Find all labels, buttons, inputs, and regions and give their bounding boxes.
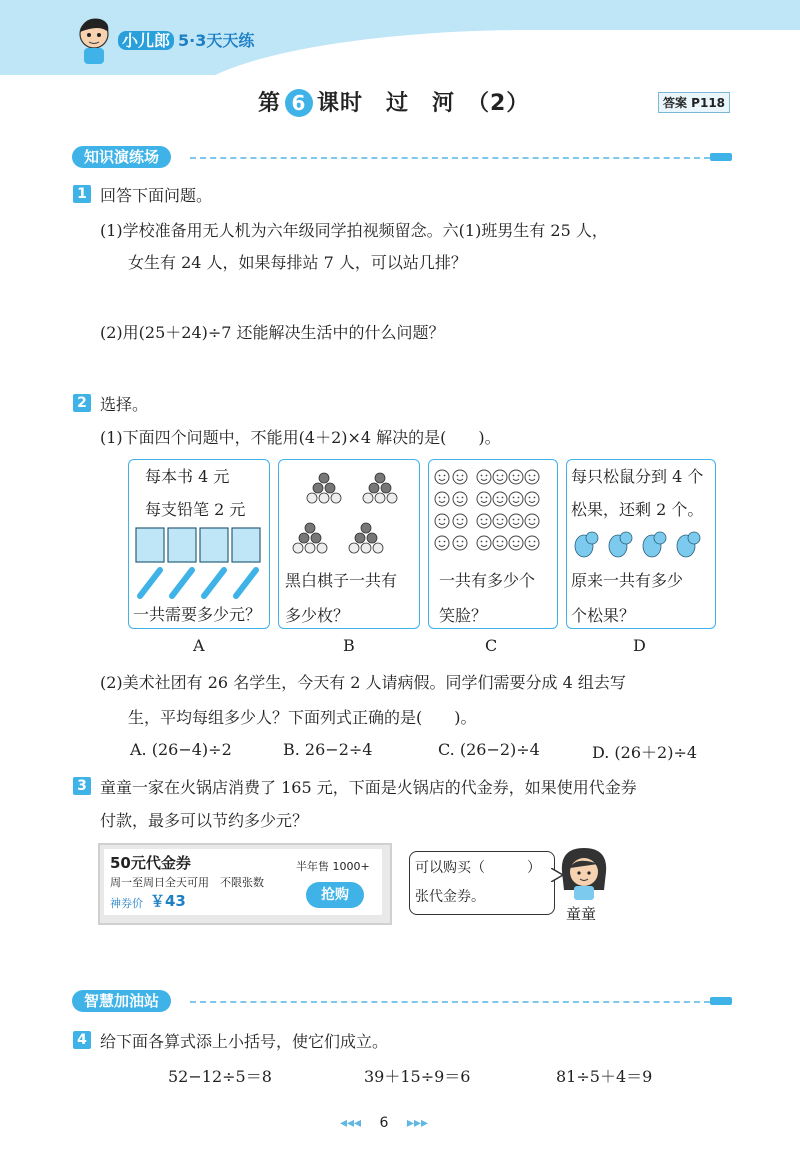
- bubble-line1: 可以购买（ ）: [415, 860, 541, 876]
- q1-stem: 回答下面问题。: [100, 186, 213, 205]
- section-divider: [190, 157, 710, 159]
- lesson-number-badge: 6: [285, 89, 313, 117]
- question-number: 1: [73, 185, 91, 203]
- bubble-line2: 张代金券。: [415, 889, 485, 905]
- q4-stem: 给下面各算式添上小括号，使它们成立。: [100, 1032, 389, 1051]
- girl-character-icon: [554, 842, 614, 902]
- coupon-desc: 周一至周日全天可用 不限张数: [110, 876, 264, 889]
- page-footer: [340, 1115, 428, 1131]
- option-c-line: 一共有多少个: [439, 571, 536, 590]
- pencil-icon: [710, 997, 732, 1005]
- q2-choice-b: B. 26−2÷4: [283, 740, 373, 759]
- left-arrows-icon: ◂◂◂: [340, 1115, 362, 1131]
- pencil-icon: [710, 153, 732, 161]
- section-challenge-header: 智慧加油站: [72, 990, 171, 1012]
- q1-part2: (2)用(25＋24)÷7 还能解决生活中的什么问题？: [100, 323, 445, 342]
- title-suffix: 课时 过 河 （2）: [317, 91, 530, 116]
- q2-choice-d: D. (26＋2)÷4: [592, 743, 698, 762]
- option-a-line: 一共需要多少元？: [133, 605, 262, 624]
- option-a-line: 每本书 4 元: [145, 467, 230, 486]
- character-name: 童童: [566, 905, 597, 923]
- page-number: 6: [379, 1115, 389, 1131]
- buy-button[interactable]: 抢购: [306, 882, 364, 908]
- right-arrows-icon: ▸▸▸: [406, 1115, 429, 1131]
- q4-equation: 52−12÷5＝8: [168, 1067, 272, 1086]
- option-c-label: C: [485, 636, 498, 655]
- coupon-sold: 半年售 1000+: [296, 860, 370, 873]
- mascot-boy-icon: [72, 14, 116, 66]
- q2-stem: 选择。: [100, 395, 149, 414]
- option-b-line: 黑白棋子一共有: [285, 571, 398, 590]
- q2-part2-line2: 生，平均每组多少人？下面列式正确的是( )。: [128, 708, 477, 727]
- q2-choice-a: A. (26−4)÷2: [130, 740, 232, 759]
- q2-choice-c: C. (26−2)÷4: [438, 740, 540, 759]
- q1-part1-line2: 女生有 24 人，如果每排站 7 人，可以站几排？: [128, 253, 467, 272]
- q2-part1: (1)下面四个问题中，不能用(4＋2)×4 解决的是( )。: [100, 428, 501, 447]
- coupon-title: 50元代金券: [110, 854, 191, 872]
- page-title: [258, 86, 529, 117]
- option-a-label: A: [193, 636, 205, 655]
- section-practice-header: 知识演练场: [72, 146, 171, 168]
- option-d-line: 原来一共有多少: [571, 571, 684, 590]
- brand-logo: 小儿郎: [118, 31, 174, 50]
- brand: [118, 28, 254, 51]
- smiley-faces-icon: [432, 465, 552, 557]
- coupon-price: ￥43: [150, 892, 186, 910]
- title-prefix: 第: [258, 91, 282, 116]
- question-number: 2: [73, 394, 91, 412]
- q1-part1-line1: (1)学校准备用无人机为六年级同学拍视频留念。六(1)班男生有 25 人，: [100, 221, 608, 240]
- answer-reference: 答案 P118: [658, 92, 730, 113]
- option-d-line: 松果，还剩 2 个。: [571, 500, 704, 519]
- q3-line2: 付款，最多可以节约多少元？: [100, 811, 309, 830]
- squirrels-icon: [570, 524, 710, 562]
- brand-series: 5·3天天练: [178, 31, 255, 50]
- q2-part2-line1: (2)美术社团有 26 名学生，今天有 2 人请病假。同学们需要分成 4 组去写: [100, 673, 626, 692]
- option-b-label: B: [343, 636, 355, 655]
- go-stones-icon: [284, 466, 414, 560]
- section-divider: [190, 1001, 710, 1003]
- coupon-price-label: 神券价: [110, 897, 143, 910]
- option-a-line: 每支铅笔 2 元: [145, 500, 246, 519]
- q4-equation: 81÷5＋4＝9: [556, 1067, 653, 1086]
- option-b-line: 多少枚？: [285, 606, 350, 625]
- q4-equation: 39＋15÷9＝6: [364, 1067, 471, 1086]
- question-number: 3: [73, 777, 91, 795]
- option-c-line: 笑脸？: [439, 606, 488, 625]
- books-and-pencils-icon: [134, 524, 264, 600]
- option-d-line: 个松果？: [571, 606, 636, 625]
- question-number: 4: [73, 1031, 91, 1049]
- option-d-line: 每只松鼠分到 4 个: [571, 467, 704, 486]
- option-d-label: D: [633, 636, 646, 655]
- q3-line1: 童童一家在火锅店消费了 165 元，下面是火锅店的代金券，如果使用代金券: [100, 778, 637, 797]
